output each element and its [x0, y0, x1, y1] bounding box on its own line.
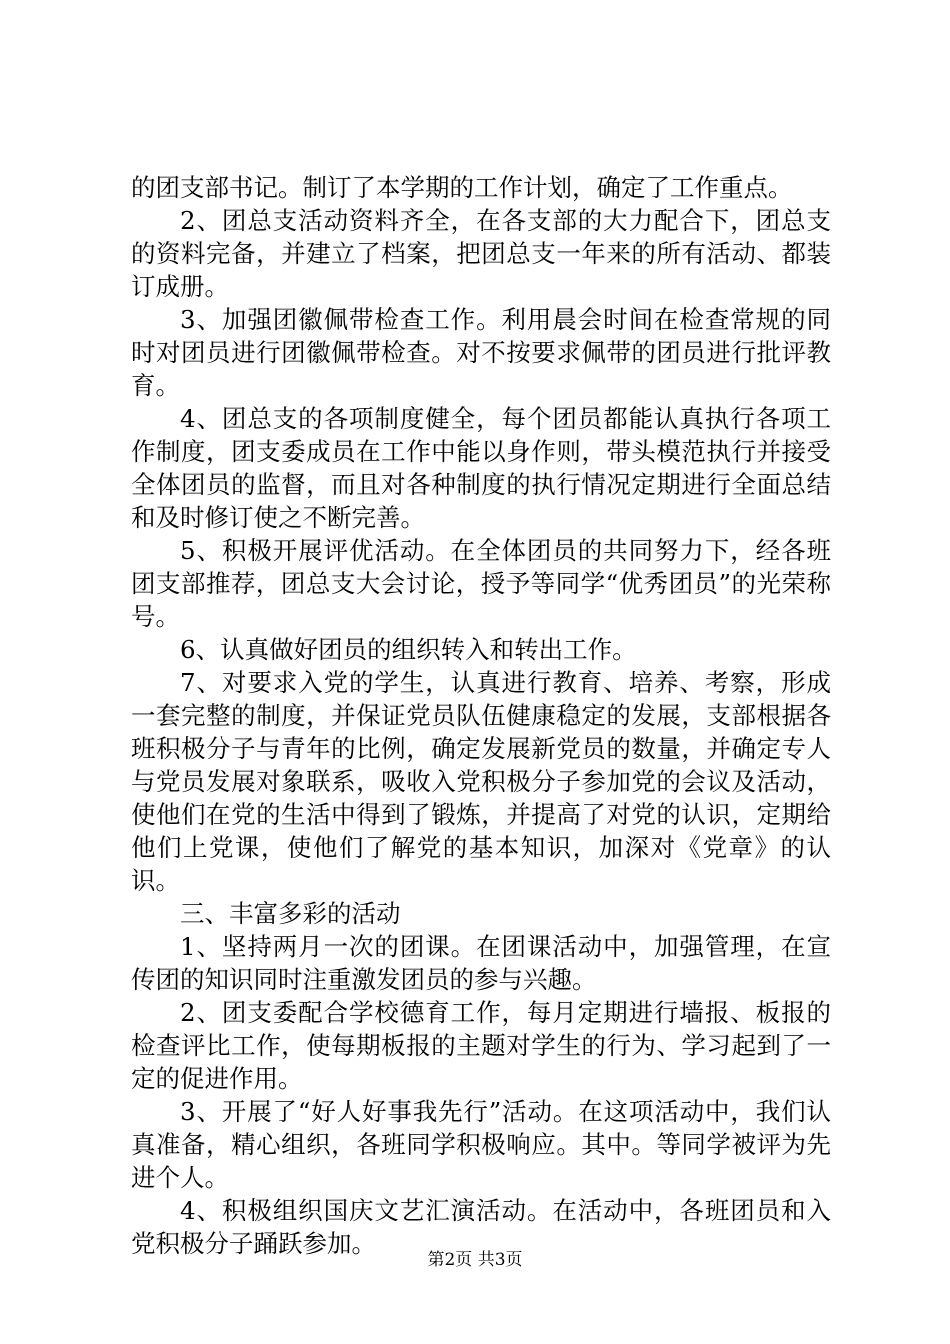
paragraph-continuation: 的团支部书记。制订了本学期的工作计划，确定了工作重点。 [131, 173, 793, 202]
page-number-footer: 第2页 共3页 [427, 1250, 523, 1270]
paragraph-item-5-awards: 5、积极开展评优活动。在全体团员的共同努力下，经各班团支部推荐，团总支大会讨论，授予等同学“优秀团员”的光荣称号。 [131, 536, 831, 631]
paragraph-item-3-badge-check: 3、加强团徽佩带检查工作。利用晨会时间在检查常规的同时对团员进行团徽佩带检查。对不按要求佩带的团员进行批评教育。 [131, 305, 831, 400]
paragraph-item-4-rules: 4、团总支的各项制度健全，每个团员都能认真执行各项工作制度，团支委成员在工作中能以身作则，带头模范执行并接受全体团员的监督，而且对各种制度的执行情况定期进行全面总结和及时修订使之不断完善。 [131, 404, 831, 532]
paragraph-activity-2-boards: 2、团支委配合学校德育工作，每月定期进行墙报、板报的检查评比工作，使每期板报的主题对学生的行为、学习起到了一定的促进作用。 [131, 998, 831, 1093]
paragraph-activity-1-lessons: 1、坚持两月一次的团课。在团课活动中，加强管理，在宣传团的知识同时注重激发团员的参与兴趣。 [131, 932, 831, 994]
paragraph-item-6-transfer: 6、认真做好团员的组织转入和转出工作。 [180, 635, 637, 664]
paragraph-activity-3-good-deeds: 3、开展了“好人好事我先行”活动。在这项活动中，我们认真准备，精心组织，各班同学积极响应。其中。等同学被评为先进个人。 [131, 1097, 831, 1192]
section-heading-activities: 三、丰富多彩的活动 [180, 899, 401, 928]
document-body [131, 171, 831, 1260]
paragraph-activity-4-performance: 4、积极组织国庆文艺汇演活动。在活动中，各班团员和入党积极分子踊跃参加。 [131, 1196, 831, 1258]
paragraph-item-2-archives: 2、团总支活动资料齐全，在各支部的大力配合下，团总支的资料完备，并建立了档案，把团总支一年来的所有活动、都装订成册。 [131, 206, 831, 301]
paragraph-item-7-party: 7、对要求入党的学生，认真进行教育、培养、考察，形成一套完整的制度，并保证党员队伍健康稳定的发展，支部根据各班积极分子与青年的比例，确定发展新党员的数量，并确定专人与党员发展对象联系，吸收入党积极分子参加党的会议及活动，使他们在党的生活中得到了锻炼，并提高了对党的认识，定期给他们上党课，使他们了解党的基本知识，加深对《党章》的认识。 [131, 668, 831, 895]
